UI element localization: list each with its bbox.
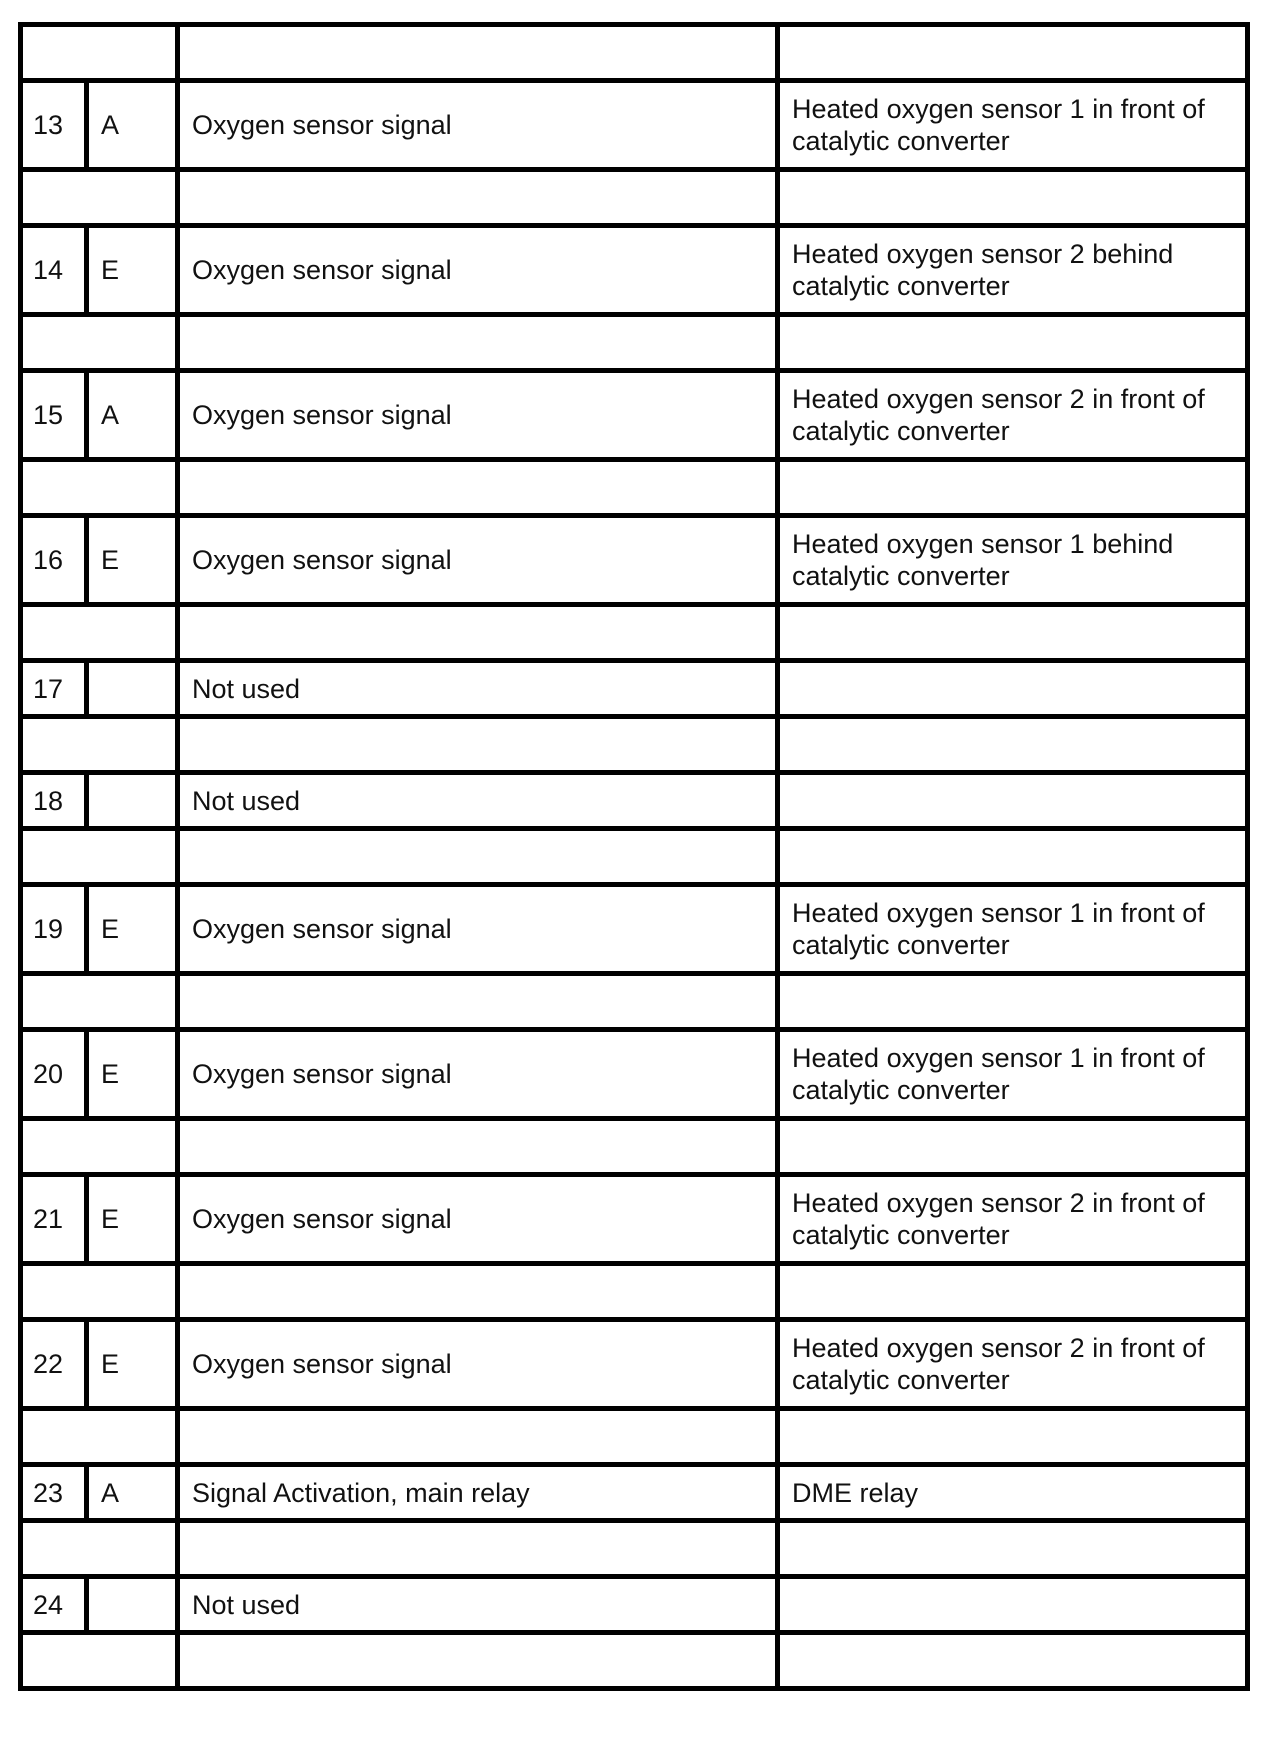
component-cell xyxy=(778,1577,1248,1633)
component-cell: Heated oxygen sensor 2 in front of catalytic converter xyxy=(778,371,1248,460)
spacer-cell xyxy=(778,1409,1248,1465)
signal-description-cell: Signal Activation, main relay xyxy=(178,1465,778,1521)
spacer-cell xyxy=(21,1119,178,1175)
spacer-cell xyxy=(178,170,778,226)
spacer-row xyxy=(21,25,1248,81)
signal-description-cell: Oxygen sensor signal xyxy=(178,1320,778,1409)
pin-number-cell: 24 xyxy=(21,1577,87,1633)
pin-number-cell: 16 xyxy=(21,516,87,605)
spacer-cell xyxy=(178,1633,778,1689)
spacer-row xyxy=(21,829,1248,885)
spacer-cell xyxy=(21,717,178,773)
table-row xyxy=(21,81,1248,170)
signal-description-cell: Oxygen sensor signal xyxy=(178,885,778,974)
pin-number-cell: 15 xyxy=(21,371,87,460)
spacer-cell xyxy=(778,1521,1248,1577)
table-row xyxy=(21,371,1248,460)
io-type-cell xyxy=(87,1577,178,1633)
signal-description-cell: Oxygen sensor signal xyxy=(178,1175,778,1264)
spacer-cell xyxy=(778,1119,1248,1175)
spacer-cell xyxy=(778,460,1248,516)
spacer-row xyxy=(21,460,1248,516)
spacer-cell xyxy=(778,25,1248,81)
table-row xyxy=(21,226,1248,315)
spacer-cell xyxy=(21,1521,178,1577)
table-row xyxy=(21,1465,1248,1521)
io-type-cell xyxy=(87,661,178,717)
pin-number-cell: 23 xyxy=(21,1465,87,1521)
signal-description-cell: Oxygen sensor signal xyxy=(178,226,778,315)
table-body xyxy=(21,25,1248,1689)
spacer-cell xyxy=(778,1633,1248,1689)
spacer-row xyxy=(21,170,1248,226)
io-type-cell: E xyxy=(87,1320,178,1409)
signal-description-cell: Oxygen sensor signal xyxy=(178,1030,778,1119)
table-row xyxy=(21,1577,1248,1633)
spacer-cell xyxy=(778,605,1248,661)
spacer-row xyxy=(21,1409,1248,1465)
spacer-row xyxy=(21,605,1248,661)
io-type-cell: A xyxy=(87,81,178,170)
component-cell: Heated oxygen sensor 2 behind catalytic converter xyxy=(778,226,1248,315)
io-type-cell: A xyxy=(87,371,178,460)
io-type-cell: A xyxy=(87,1465,178,1521)
spacer-cell xyxy=(178,1409,778,1465)
component-cell: Heated oxygen sensor 1 in front of catalytic converter xyxy=(778,1030,1248,1119)
table-row xyxy=(21,1030,1248,1119)
spacer-cell xyxy=(178,717,778,773)
signal-description-cell: Not used xyxy=(178,1577,778,1633)
component-cell xyxy=(778,773,1248,829)
spacer-row xyxy=(21,974,1248,1030)
spacer-cell xyxy=(778,170,1248,226)
spacer-cell xyxy=(778,829,1248,885)
spacer-cell xyxy=(21,1409,178,1465)
io-type-cell xyxy=(87,773,178,829)
io-type-cell: E xyxy=(87,1175,178,1264)
component-cell xyxy=(778,661,1248,717)
spacer-cell xyxy=(21,460,178,516)
component-cell: Heated oxygen sensor 1 behind catalytic converter xyxy=(778,516,1248,605)
signal-description-cell: Not used xyxy=(178,661,778,717)
table-row xyxy=(21,661,1248,717)
table-row xyxy=(21,1175,1248,1264)
spacer-cell xyxy=(21,605,178,661)
spacer-row xyxy=(21,315,1248,371)
signal-description-cell: Oxygen sensor signal xyxy=(178,516,778,605)
pin-number-cell: 22 xyxy=(21,1320,87,1409)
table-row xyxy=(21,885,1248,974)
table-row xyxy=(21,1320,1248,1409)
spacer-cell xyxy=(178,974,778,1030)
pin-number-cell: 18 xyxy=(21,773,87,829)
component-cell: Heated oxygen sensor 1 in front of catalytic converter xyxy=(778,885,1248,974)
spacer-cell xyxy=(178,1521,778,1577)
component-cell: Heated oxygen sensor 1 in front of catalytic converter xyxy=(778,81,1248,170)
spacer-cell xyxy=(178,1264,778,1320)
pin-number-cell: 13 xyxy=(21,81,87,170)
spacer-row xyxy=(21,1119,1248,1175)
component-cell: DME relay xyxy=(778,1465,1248,1521)
signal-description-cell: Not used xyxy=(178,773,778,829)
spacer-cell xyxy=(21,974,178,1030)
component-cell: Heated oxygen sensor 2 in front of catalytic converter xyxy=(778,1175,1248,1264)
io-type-cell: E xyxy=(87,1030,178,1119)
spacer-cell xyxy=(178,460,778,516)
spacer-cell xyxy=(21,25,178,81)
io-type-cell: E xyxy=(87,885,178,974)
spacer-row xyxy=(21,1633,1248,1689)
pin-number-cell: 21 xyxy=(21,1175,87,1264)
spacer-cell xyxy=(178,25,778,81)
spacer-cell xyxy=(178,1119,778,1175)
signal-description-cell: Oxygen sensor signal xyxy=(178,371,778,460)
spacer-cell xyxy=(178,829,778,885)
spacer-cell xyxy=(778,1264,1248,1320)
component-cell: Heated oxygen sensor 2 in front of catalytic converter xyxy=(778,1320,1248,1409)
spacer-cell xyxy=(21,170,178,226)
spacer-cell xyxy=(21,1633,178,1689)
spacer-row xyxy=(21,717,1248,773)
spacer-cell xyxy=(178,315,778,371)
spacer-cell xyxy=(21,1264,178,1320)
table-row xyxy=(21,516,1248,605)
spacer-cell xyxy=(778,717,1248,773)
spacer-cell xyxy=(778,974,1248,1030)
spacer-cell xyxy=(178,605,778,661)
table-row xyxy=(21,773,1248,829)
signal-description-cell: Oxygen sensor signal xyxy=(178,81,778,170)
spacer-row xyxy=(21,1264,1248,1320)
pin-assignment-table xyxy=(18,22,1250,1691)
io-type-cell: E xyxy=(87,516,178,605)
spacer-cell xyxy=(21,315,178,371)
pin-number-cell: 19 xyxy=(21,885,87,974)
spacer-row xyxy=(21,1521,1248,1577)
spacer-cell xyxy=(778,315,1248,371)
io-type-cell: E xyxy=(87,226,178,315)
spacer-cell xyxy=(21,829,178,885)
pin-number-cell: 20 xyxy=(21,1030,87,1119)
pin-number-cell: 17 xyxy=(21,661,87,717)
pin-number-cell: 14 xyxy=(21,226,87,315)
